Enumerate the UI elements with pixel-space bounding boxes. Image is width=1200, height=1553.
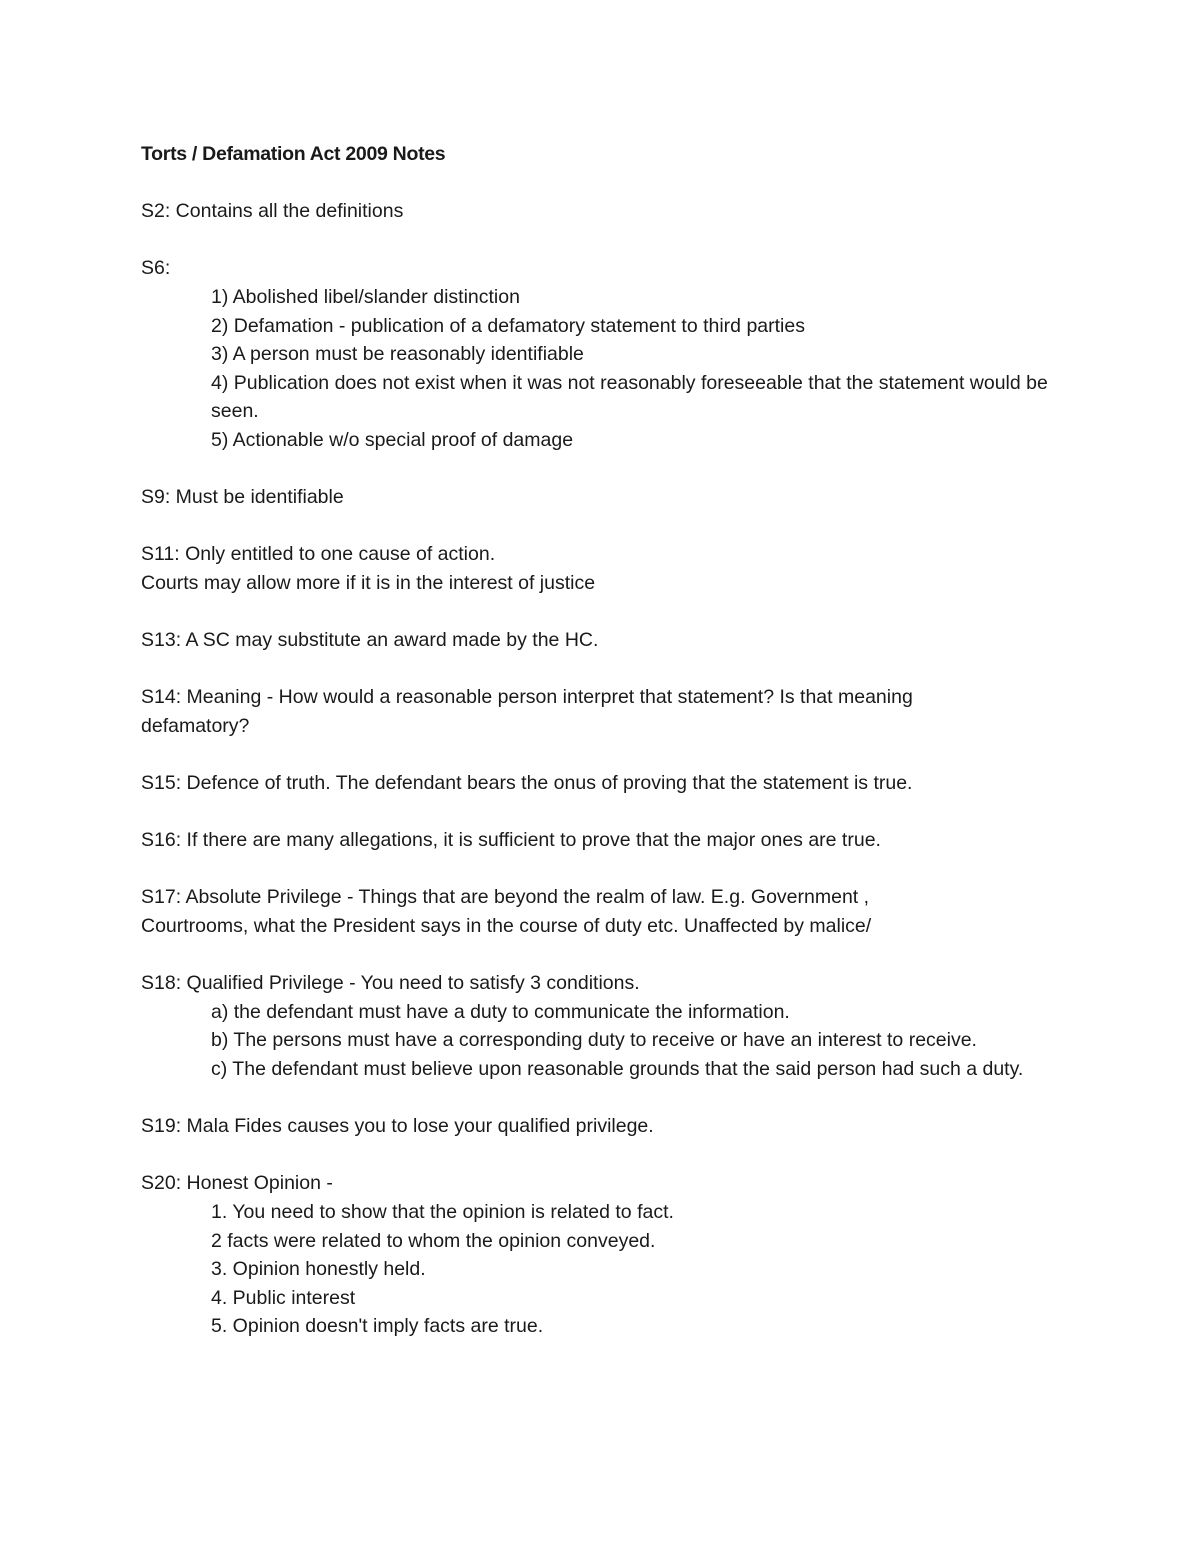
section-s18: [141, 969, 1081, 1083]
section-s20-item: 5. Opinion doesn't imply facts are true.: [211, 1315, 544, 1338]
section-s11-line: Courts may allow more if it is in the interest of justice: [141, 571, 596, 594]
spacer: [141, 1141, 1081, 1170]
spacer: [141, 740, 1081, 769]
section-s18-heading: S18: Qualified Privilege - You need to satisfy 3 conditions.: [141, 972, 640, 995]
spacer: [141, 941, 1081, 970]
section-s15: S15: Defence of truth. The defendant bears the onus of proving that the statement is true.: [141, 772, 913, 795]
section-s20-heading: S20: Honest Opinion -: [141, 1172, 333, 1195]
section-s20-item: 4. Public interest: [211, 1286, 356, 1309]
spacer: [141, 169, 1081, 198]
section-s6-item: 5) Actionable w/o special proof of damage: [211, 428, 574, 451]
section-s6-item: 2) Defamation - publication of a defamatory statement to third parties: [211, 314, 805, 337]
section-s6-item: 1) Abolished libel/slander distinction: [211, 285, 520, 308]
section-s11-line: S11: Only entitled to one cause of action.: [141, 543, 496, 566]
section-s18-item: c) The defendant must believe upon reasonable grounds that the said person had such a duty.: [211, 1058, 1024, 1080]
section-s14: S14: Meaning - How would a reasonable person interpret that statement? Is that meaning defamatory?: [141, 686, 913, 737]
section-s20-item: 1. You need to show that the opinion is related to fact.: [211, 1200, 674, 1223]
spacer: [141, 655, 1081, 684]
spacer: [141, 226, 1081, 255]
section-s6-heading: S6:: [141, 257, 171, 280]
spacer: [141, 1084, 1081, 1113]
section-s19: S19: Mala Fides causes you to lose your qualified privilege.: [141, 1115, 654, 1138]
section-s18-item: a) the defendant must have a duty to communicate the information.: [211, 1000, 790, 1023]
section-s9: S9: Must be identifiable: [141, 486, 344, 509]
spacer: [141, 512, 1081, 541]
section-s13: S13: A SC may substitute an award made by the HC.: [141, 629, 599, 652]
section-s6-item: 3) A person must be reasonably identifiable: [211, 343, 584, 366]
spacer: [141, 855, 1081, 884]
notes-body: [141, 140, 1081, 1341]
document-title: Torts / Defamation Act 2009 Notes: [141, 143, 446, 165]
spacer: [141, 798, 1081, 827]
section-s11: [141, 540, 1081, 597]
spacer: [141, 598, 1081, 627]
section-s16: S16: If there are many allegations, it is sufficient to prove that the major ones are true.: [141, 829, 881, 852]
section-s6: [141, 254, 1081, 454]
section-s20-item: 3. Opinion honestly held.: [211, 1258, 426, 1281]
section-s17: S17: Absolute Privilege - Things that are beyond the realm of law. E.g. Government , Courtrooms, what the President says in the course of duty etc. Unaffected by malice/: [141, 886, 872, 938]
spacer: [141, 455, 1081, 484]
section-s20-item: 2 facts were related to whom the opinion conveyed.: [211, 1229, 656, 1252]
section-s20: [141, 1169, 1081, 1341]
section-s2: S2: Contains all the definitions: [141, 200, 404, 223]
section-s6-item: 4) Publication does not exist when it was not reasonably foreseeable that the statement would be seen.: [211, 371, 1048, 423]
section-s18-item: b) The persons must have a corresponding duty to receive or have an interest to receive.: [211, 1029, 977, 1052]
